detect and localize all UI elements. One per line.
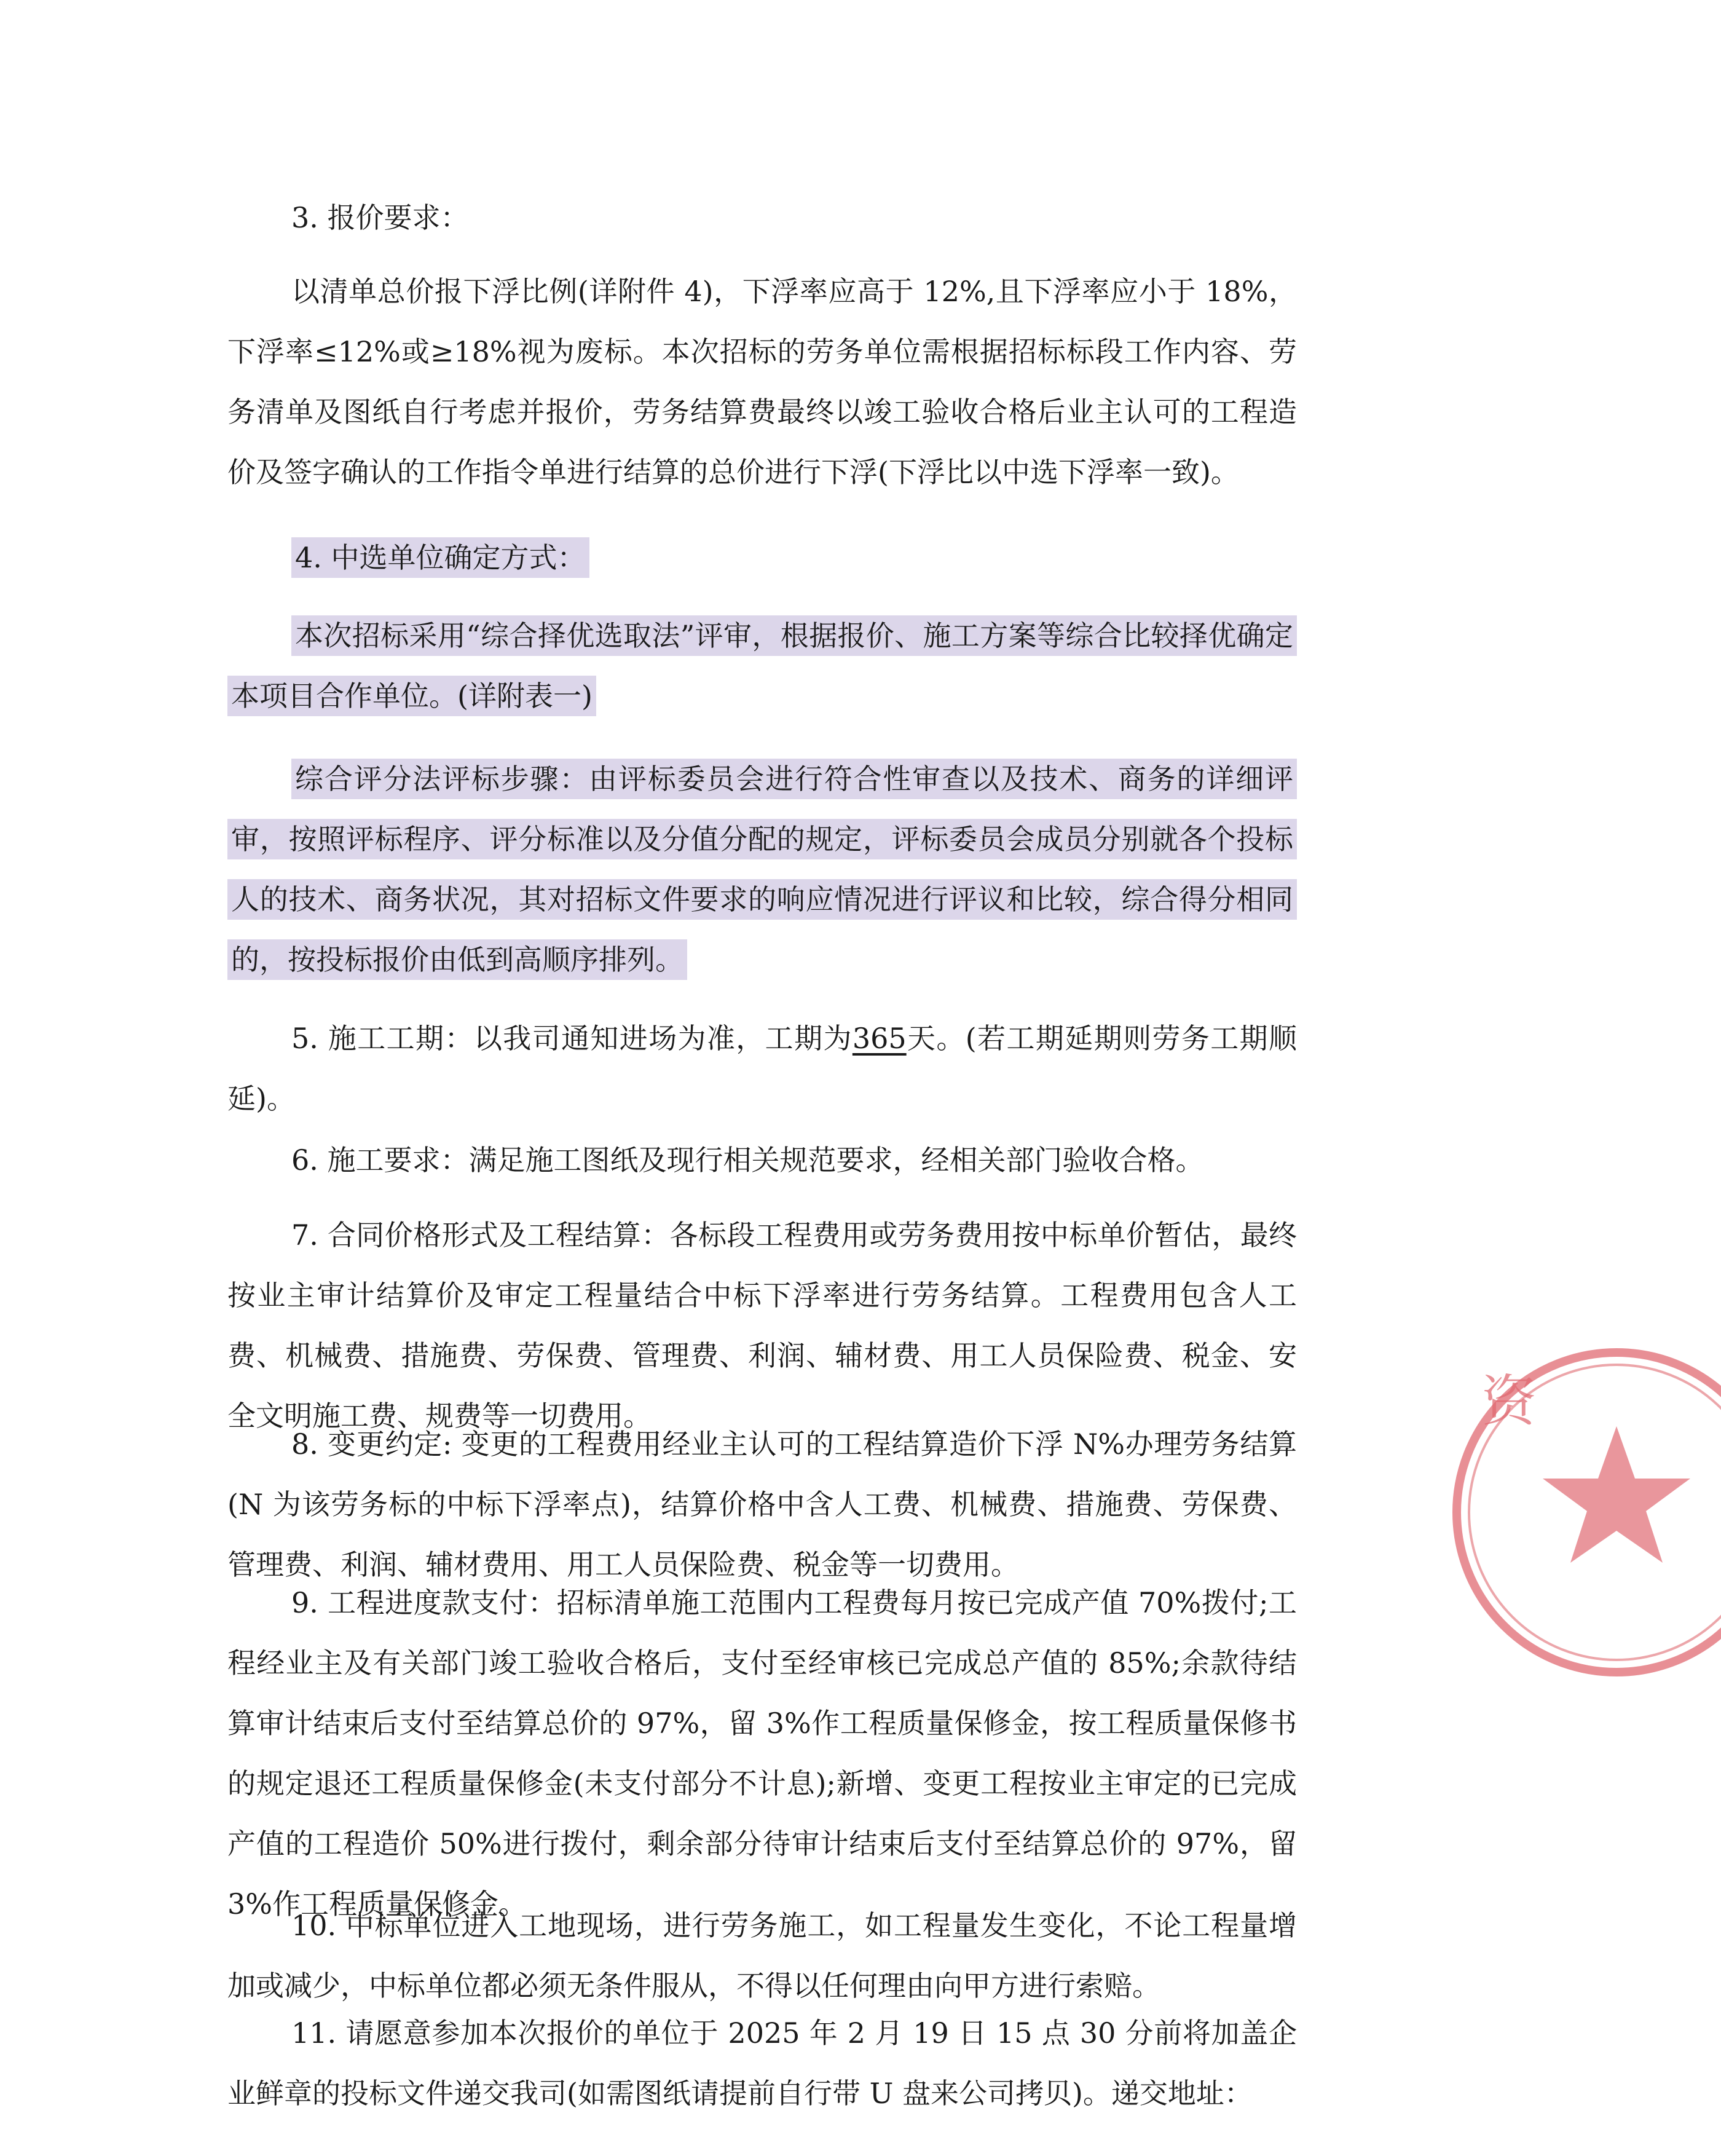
red-seal-stamp (1414, 1334, 1721, 1703)
section-5: 5. 施工工期：以我司通知进场为准，工期为365天。(若工期延期则劳务工期顺延)。 (227, 1022, 1297, 1115)
section-10: 10. 中标单位进入工地现场，进行劳务施工，如工程量发生变化，不论工程量增加或减少，中标单位都必须无条件服从，不得以任何理由向甲方进行索赔。 (227, 1909, 1297, 2002)
section-4-heading: 4. 中选单位确定方式： (227, 527, 1297, 588)
section-4-body-2: 综合评分法评标步骤：由评标委员会进行符合性审查以及技术、商务的详细评审，按照评标程序、评分标准以及分值分配的规定，评标委员会成员分别就各个投标人的技术、商务状况，其对招标文件要求的响应情况进行评议和比较，综合得分相同的，按投标报价由低到高顺序排列。 (227, 749, 1297, 990)
section-4-body-1: 本次招标采用“综合择优选取法”评审，根据报价、施工方案等综合比较择优确定本项目合作单位。(详附表一) (227, 606, 1297, 726)
section-3-body: 以清单总价报下浮比例(详附件 4)，下浮率应高于 12%,且下浮率应小于 18%，下浮率≤12%或≥18%视为废标。本次招标的劳务单位需根据招标标段工作内容、劳务清单及图纸自行考虑并报价，劳务结算费最终以竣工验收合格后业主认可的工程造价及签字确认的工作指令单进行结算的总价进行下浮(下浮比以中选下浮率一致)。 (227, 275, 1297, 489)
duration-days: 365 (852, 1022, 907, 1055)
section-6: 6. 施工要求：满足施工图纸及现行相关规范要求，经相关部门验收合格。 (291, 1143, 1204, 1177)
stamp-text: 资 (1481, 1369, 1537, 1434)
section-9: 9. 工程进度款支付：招标清单施工范围内工程费每月按已完成产值 70%拨付;工程经业主及有关部门竣工验收合格后，支付至经审核已完成总产值的 85%;余款待结算审计结束后支付至结算总价的 97%，留 3%作工程质量保修金，按工程质量保修书的规定退还工程质量保修金(未支付部分不计息);新增、变更工程按业主审定的已完成产值的工程造价 50%进行拨付，剩余部分待审计结束后支付至结算总价的 97%，留 3%作工程质量保修金。 (227, 1586, 1297, 1921)
section-11: 11. 请愿意参加本次报价的单位于 2025 年 2 月 19 日 15 点 30 分前将加盖企业鲜章的投标文件递交我司(如需图纸请提前自行带 U 盘来公司拷贝)。递交地址： (227, 2016, 1297, 2110)
section-8: 8. 变更约定: 变更的工程费用经业主认可的工程结算造价下浮 N%办理劳务结算 (N 为该劳务标的中标下浮率点)，结算价格中含人工费、机械费、措施费、劳保费、管理费、利润、辅材费用、用工人员保险费、税金等一切费用。 (227, 1427, 1297, 1581)
section-3-heading: 3. 报价要求： (291, 201, 469, 234)
section-7: 7. 合同价格形式及工程结算：各标段工程费用或劳务费用按中标单价暂估，最终按业主审计结算价及审定工程量结合中标下浮率进行劳务结算。工程费用包含人工费、机械费、措施费、劳保费、管理费、利润、辅材费、用工人员保险费、税金、安全文明施工费、规费等一切费用。 (227, 1218, 1297, 1432)
